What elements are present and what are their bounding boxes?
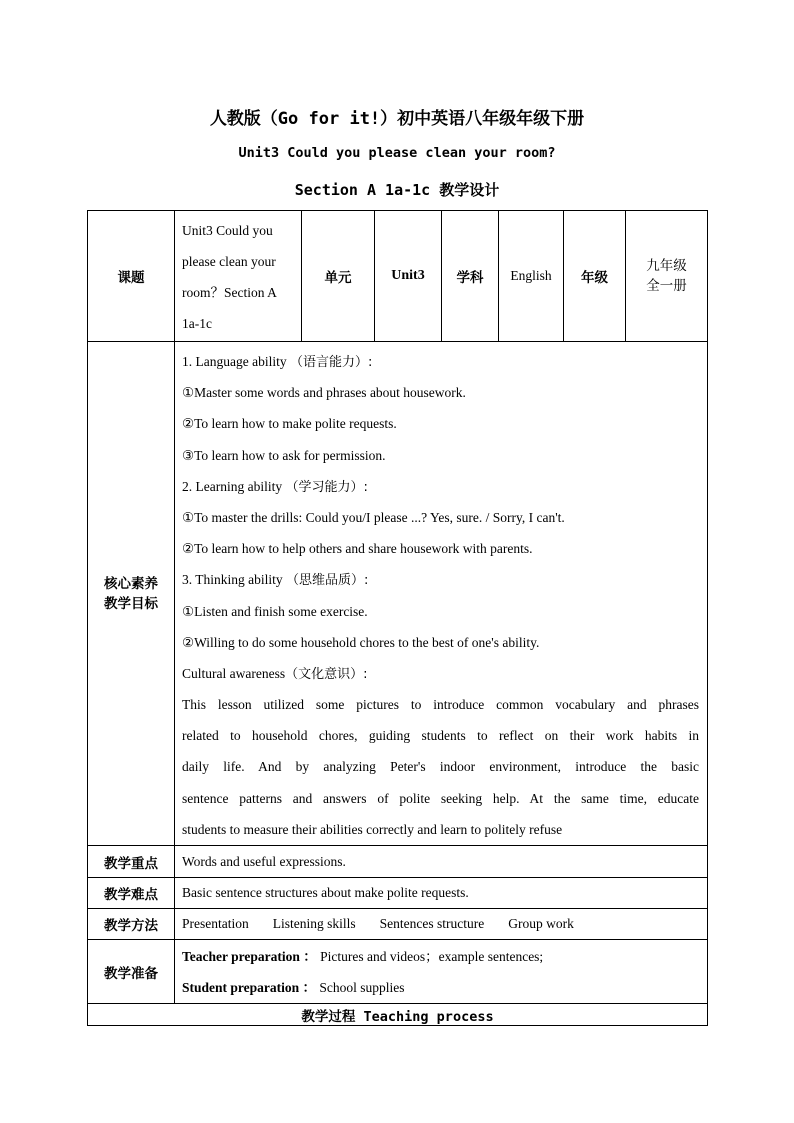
- method-item: Presentation: [182, 916, 249, 931]
- objective-item: ①Listen and finish some exercise.: [182, 603, 368, 619]
- methods-label: 教学方法: [88, 909, 175, 940]
- cultural-awareness-cn: （文化意识）:: [285, 666, 368, 682]
- subject-label: 学科: [442, 211, 499, 342]
- objectives-label: [88, 342, 175, 846]
- unit-value: Unit3: [375, 211, 442, 342]
- methods-value: [175, 909, 708, 940]
- grade-line: 全一册: [646, 278, 687, 294]
- focus-label: 教学重点: [88, 846, 175, 878]
- cultural-awareness-en: Cultural awareness: [182, 665, 286, 681]
- culture-paragraph-line: daily life. And by analyzing Peter's indoor environment, introduce the basic: [182, 759, 699, 775]
- topic-line: please clean your: [182, 254, 276, 269]
- culture-paragraph-line: This lesson utilized some pictures to introduce common vocabulary and phrases: [182, 697, 699, 713]
- grade-label: 年级: [564, 211, 626, 342]
- difficulty-value: Basic sentence structures about make polite requests.: [175, 878, 708, 909]
- preparation-label: 教学准备: [88, 940, 175, 1004]
- subject-value: English: [499, 211, 564, 342]
- topic-line: Unit3 Could you: [182, 223, 273, 238]
- culture-paragraph-line: sentence patterns and answers of polite seeking help. At the same time, educate: [182, 790, 699, 806]
- teaching-process-heading: 教学过程 Teaching process: [88, 1004, 708, 1026]
- objectives-label-line: 教学目标: [104, 595, 158, 612]
- method-item: Group work: [508, 916, 574, 931]
- learning-ability-heading: [182, 471, 699, 502]
- topic-line: 1a-1c: [182, 316, 212, 331]
- thinking-ability-en: 3. Thinking ability: [182, 572, 286, 588]
- focus-value: Words and useful expressions.: [175, 846, 708, 878]
- unit-label: 单元: [302, 211, 375, 342]
- grade-value: [626, 211, 708, 342]
- method-item: Listening skills: [272, 916, 356, 931]
- preparation-value: [175, 940, 708, 1004]
- objectives-row: [88, 342, 708, 846]
- student-preparation-label: Student preparation ：: [182, 979, 317, 995]
- thinking-ability-heading: [182, 564, 699, 595]
- focus-row: [88, 846, 708, 878]
- difficulty-row: [88, 878, 708, 909]
- culture-paragraph-line: students to measure their abilities correctly and learn to politely refuse: [182, 821, 563, 837]
- learning-ability-en: 2. Learning ability: [182, 478, 286, 494]
- grade-line: 九年级: [646, 258, 687, 274]
- topic-line: room？Section A: [182, 285, 277, 300]
- section-title: Section A 1a-1c 教学设计: [294, 181, 500, 199]
- objectives-content: [175, 342, 708, 846]
- methods-row: [88, 909, 708, 940]
- learning-ability-cn: （学习能力）:: [285, 479, 368, 495]
- student-preparation-value: School supplies: [316, 979, 405, 995]
- language-ability-en: 1. Language ability: [182, 354, 290, 369]
- method-item: Sentences structure: [379, 916, 485, 931]
- info-row: [88, 211, 708, 342]
- language-ability-cn: （语言能力）:: [289, 355, 373, 370]
- unit-title: Unit3 Could you please clean your room?: [238, 145, 556, 161]
- objective-item: ②Willing to do some household chores to the best of one's ability.: [182, 634, 540, 650]
- topic-label: 课题: [88, 211, 175, 342]
- lesson-plan-table: [87, 210, 708, 1026]
- language-ability-heading: [182, 346, 699, 377]
- teacher-preparation-label: Teacher preparation ：: [182, 948, 317, 964]
- teacher-preparation-value: Pictures and videos；example sentences;: [316, 948, 544, 964]
- culture-paragraph-line: related to household chores, guiding students to reflect on their work habits in: [182, 728, 699, 744]
- preparation-row: [88, 940, 708, 1004]
- process-row: [88, 1004, 708, 1026]
- student-preparation: [182, 972, 707, 1003]
- objectives-label-line: 核心素养: [104, 575, 158, 592]
- objective-item: ②To learn how to help others and share housework with parents.: [182, 541, 533, 557]
- thinking-ability-cn: （思维品质）:: [286, 573, 369, 589]
- cultural-awareness-heading: [182, 658, 699, 689]
- objective-item: ①To master the drills: Could you/I please ...? Yes, sure. / Sorry, I can't.: [182, 509, 565, 525]
- difficulty-label: 教学难点: [88, 878, 175, 909]
- objective-item: ①Master some words and phrases about housework.: [182, 385, 466, 401]
- objective-item: ③To learn how to ask for permission.: [182, 447, 386, 463]
- teacher-preparation: [182, 941, 707, 972]
- document-title: 人教版（Go for it!）初中英语八年级年级下册: [209, 109, 585, 129]
- topic-value: [175, 211, 302, 342]
- objective-item: ②To learn how to make polite requests.: [182, 416, 397, 432]
